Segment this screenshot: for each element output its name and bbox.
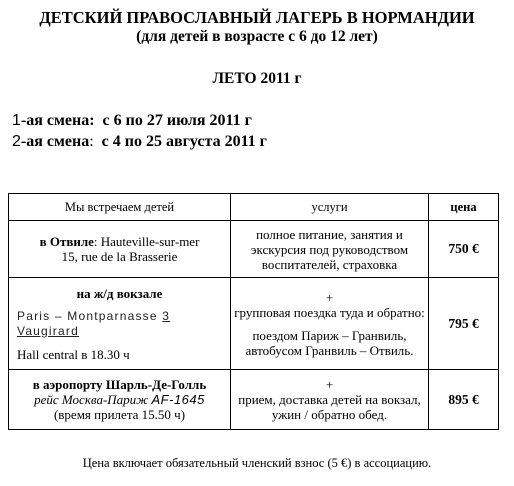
arrival-time: (время прилета 15.50 ч): [53, 407, 186, 422]
price-cell: 750 €: [429, 221, 499, 278]
services-cell: [231, 221, 429, 278]
page-subtitle: (для детей в возрасте с 6 до 12 лет): [136, 28, 378, 45]
header-price: цена: [429, 194, 499, 221]
session-1: [12, 111, 252, 130]
place-name: в Отвиле: [39, 234, 94, 249]
footer-note: Цена включает обязательный членский взнос (5 €) в ассоциацию.: [82, 456, 432, 470]
meeting-cell: [9, 278, 231, 370]
station-name: Paris – Montparnasse 3 Vaugirard: [17, 308, 171, 338]
service-line: воспитателей, страховка: [261, 256, 398, 272]
header-meeting: Мы встречаем детей: [9, 194, 231, 221]
session-number: 1: [12, 112, 21, 129]
session-dates: с 6 по 27 июля 2011 г: [102, 112, 252, 129]
session-label: -ая смена: [20, 133, 90, 150]
service-line: экскурсия под руководством: [250, 241, 409, 257]
table-row: [9, 221, 499, 278]
table-row: [9, 370, 499, 430]
meeting-cell: [9, 221, 231, 278]
place-name: в аэропорту Шарль-Де-Голль: [32, 377, 207, 392]
table-header-row: [9, 194, 499, 221]
season-heading: ЛЕТО 2011 г: [212, 70, 302, 87]
meeting-time: Hall central в 18.30 ч: [17, 346, 130, 362]
services-cell: [231, 370, 429, 430]
price-cell: 895 €: [429, 370, 499, 430]
session-colon: :: [89, 133, 94, 150]
table-row: [9, 278, 499, 370]
price-cell: 795 €: [429, 278, 499, 370]
session-label: -ая смена:: [20, 112, 95, 129]
session-2: [12, 132, 267, 151]
place-name: на ж/д вокзале: [76, 285, 163, 301]
place-address: 15, rue de la Brasserie: [61, 249, 178, 264]
services-cell: [231, 278, 429, 370]
session-dates: с 4 по 25 августа 2011 г: [101, 133, 267, 150]
service-line: ужин / обратно обед.: [271, 407, 388, 422]
service-line: групповая поездка туда и обратно:: [234, 304, 425, 320]
service-line: автобусом Гранвиль – Отвиль.: [245, 342, 414, 358]
plus-sign: +: [325, 289, 334, 305]
service-line: полное питание, занятия и: [256, 226, 403, 242]
flight-info: рейс Москва-Париж AF-1645: [34, 392, 205, 407]
meeting-cell: [9, 370, 231, 430]
session-number: 2: [12, 133, 21, 150]
service-line: поездом Париж – Гранвиль,: [252, 327, 407, 343]
header-services: услуги: [231, 194, 429, 221]
page-title: ДЕТСКИЙ ПРАВОСЛАВНЫЙ ЛАГЕРЬ В НОРМАНДИИ: [39, 8, 475, 27]
service-line: прием, доставка детей на вокзал,: [238, 392, 421, 407]
place-detail: : Hauteville-sur-mer: [93, 234, 200, 249]
price-table: [8, 193, 499, 430]
plus-sign: +: [325, 377, 334, 392]
